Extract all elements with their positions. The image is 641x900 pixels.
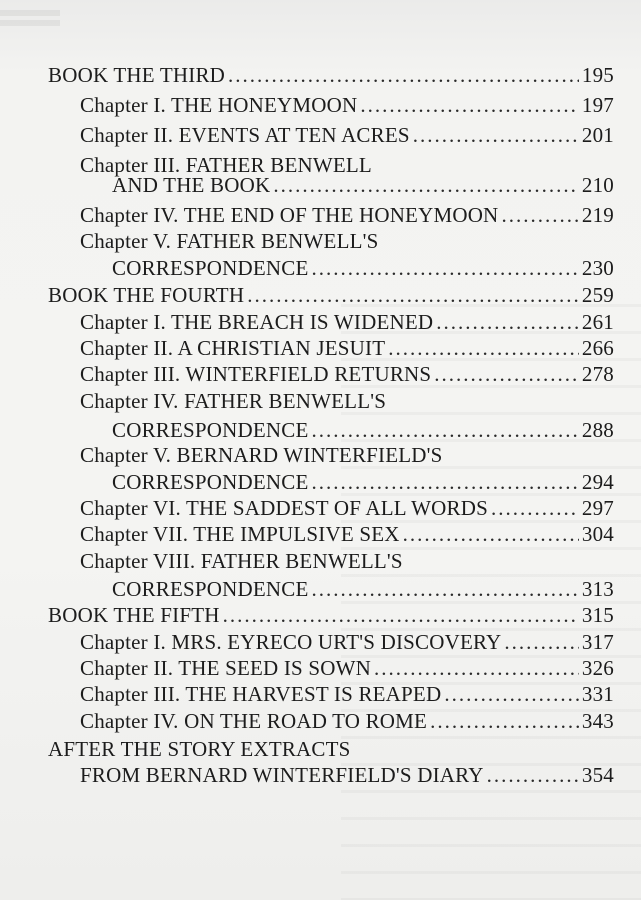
toc-entry-book-third <box>48 63 614 95</box>
toc-leader-dots <box>388 336 579 361</box>
toc-entry-chapter-title-line: Chapter VIII. FATHER BENWELL'S <box>80 549 403 573</box>
bleed-through-text-top <box>0 6 90 36</box>
toc-entry-title: CORRESPONDENCE <box>112 256 309 280</box>
toc-entry-title: Chapter I. THE HONEYMOON <box>80 93 358 117</box>
toc-entry-page: 278 <box>581 362 614 386</box>
toc-entry-title: AND THE BOOK <box>112 173 271 197</box>
toc-entry-chapter <box>80 93 614 125</box>
toc-leader-dots <box>403 522 579 547</box>
toc-leader-dots <box>504 630 578 655</box>
toc-entry-title: Chapter I. THE BREACH IS WIDENED <box>80 310 434 334</box>
toc-entry-title: Chapter I. MRS. EYRECO URT'S DISCOVERY <box>80 630 502 654</box>
toc-entry-title: Chapter II. THE SEED IS SOWN <box>80 656 372 680</box>
toc-entry-title: CORRESPONDENCE <box>112 470 309 494</box>
toc-entry-page: 317 <box>581 630 614 654</box>
toc-entry-chapter-continuation <box>112 173 614 205</box>
toc-entry-title: BOOK THE THIRD <box>48 63 226 87</box>
toc-entry-page: 294 <box>581 470 614 494</box>
toc-entry-title: Chapter III. WINTERFIELD RETURNS <box>80 362 432 386</box>
toc-entry-page: 210 <box>581 173 614 197</box>
toc-leader-dots <box>430 709 579 734</box>
toc-entry-page: 304 <box>581 522 614 546</box>
toc-entry-title: Chapter VI. THE SADDEST OF ALL WORDS <box>80 496 488 520</box>
toc-entry-page: 261 <box>581 310 614 334</box>
toc-leader-dots <box>374 656 579 681</box>
toc-entry-after-story-title-line: AFTER THE STORY EXTRACTS <box>48 737 351 761</box>
toc-entry-page: 326 <box>581 656 614 680</box>
toc-entry-page: 313 <box>581 577 614 601</box>
toc-entry-chapter-title-line: Chapter III. FATHER BENWELL <box>80 153 372 177</box>
toc-leader-dots <box>312 577 579 602</box>
toc-leader-dots <box>360 93 579 118</box>
toc-leader-dots <box>413 123 579 148</box>
toc-entry-page: 259 <box>581 283 614 307</box>
toc-leader-dots <box>444 682 579 707</box>
toc-entry-chapter <box>80 123 614 155</box>
toc-entry-page: 219 <box>581 203 614 227</box>
toc-entry-page: 197 <box>581 93 614 117</box>
toc-entry-page: 315 <box>581 603 614 627</box>
toc-leader-dots <box>491 496 579 521</box>
toc-entry-page: 354 <box>581 763 614 787</box>
toc-entry-title: CORRESPONDENCE <box>112 418 309 442</box>
toc-leader-dots <box>312 418 579 443</box>
toc-entry-title: Chapter II. A CHRISTIAN JESUIT <box>80 336 386 360</box>
toc-entry-title: Chapter IV. ON THE ROAD TO ROME <box>80 709 428 733</box>
toc-leader-dots <box>436 310 579 335</box>
toc-leader-dots <box>501 203 578 228</box>
toc-entry-page: 266 <box>581 336 614 360</box>
toc-leader-dots <box>273 173 579 198</box>
toc-entry-page: 297 <box>581 496 614 520</box>
toc-leader-dots <box>312 256 579 281</box>
toc-entry-title: Chapter IV. THE END OF THE HONEYMOON <box>80 203 499 227</box>
toc-entry-page: 331 <box>581 682 614 706</box>
toc-entry-chapter-title-line: Chapter V. FATHER BENWELL'S <box>80 229 379 253</box>
toc-entry-title: Chapter II. EVENTS AT TEN ACRES <box>80 123 410 147</box>
toc-entry-chapter-title-line: Chapter V. BERNARD WINTERFIELD'S <box>80 443 443 467</box>
toc-leader-dots <box>434 362 579 387</box>
toc-entry-page: 230 <box>581 256 614 280</box>
toc-leader-dots <box>223 603 579 628</box>
toc-entry-after-story-continuation <box>80 763 614 795</box>
toc-leader-dots <box>312 470 579 495</box>
toc-entry-title: FROM BERNARD WINTERFIELD'S DIARY <box>80 763 484 787</box>
toc-entry-page: 288 <box>581 418 614 442</box>
toc-leader-dots <box>247 283 579 308</box>
toc-entry-page: 195 <box>581 63 614 87</box>
toc-leader-dots <box>487 763 579 788</box>
toc-entry-title: Chapter III. THE HARVEST IS REAPED <box>80 682 442 706</box>
toc-entry-title: BOOK THE FOURTH <box>48 283 245 307</box>
toc-entry-title: CORRESPONDENCE <box>112 577 309 601</box>
toc-entry-title: Chapter VII. THE IMPULSIVE SEX <box>80 522 400 546</box>
toc-entry-page: 201 <box>581 123 614 147</box>
toc-entry-page: 343 <box>581 709 614 733</box>
toc-leader-dots <box>228 63 579 88</box>
toc-entry-chapter-title-line: Chapter IV. FATHER BENWELL'S <box>80 389 387 413</box>
toc-entry-title: BOOK THE FIFTH <box>48 603 220 627</box>
